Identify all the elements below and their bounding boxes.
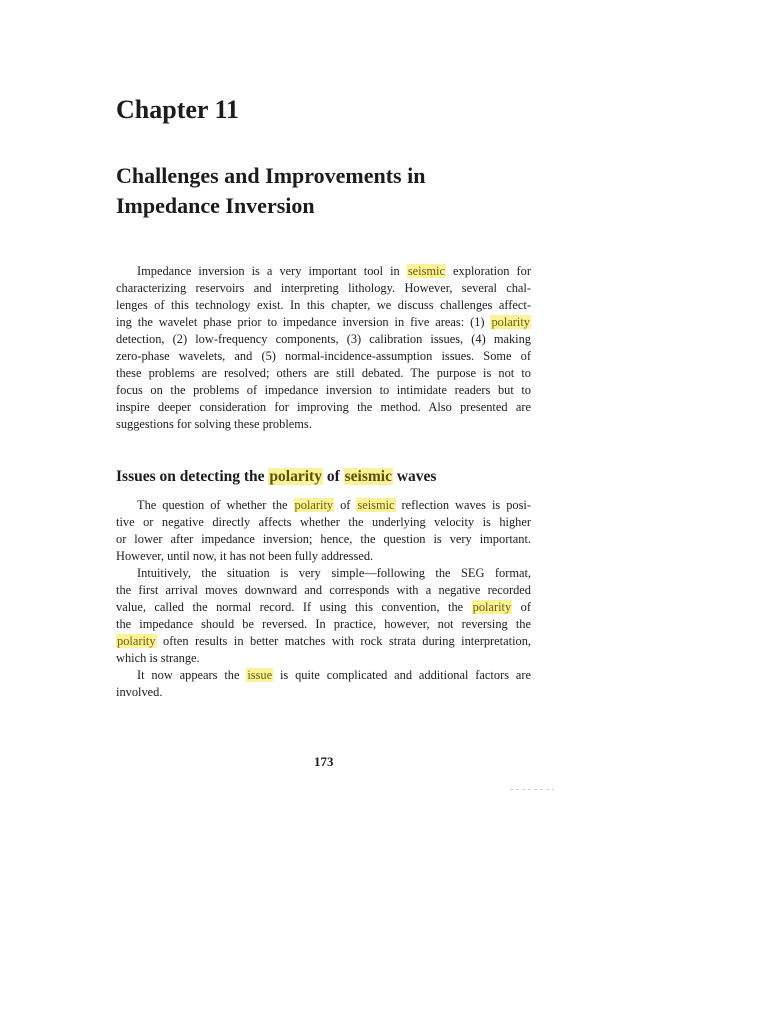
highlighted-word: polarity: [269, 468, 322, 485]
highlighted-word: polarity: [491, 315, 530, 329]
para1-line-4: However, until now, it has not been fully addressed.: [116, 549, 374, 563]
para1-line-2: tive or negative directly affects whether the underlying velocity is higher: [116, 515, 531, 529]
para3-line-1: It now appears the issue is quite complicated and additional factors are: [137, 668, 531, 682]
chapter-label: Chapter 11: [116, 95, 240, 124]
intro-line-8: focus on the problems of impedance inversion to intimidate readers but to: [116, 383, 531, 397]
chapter-title: [116, 161, 536, 221]
para2-line-4: the impedance should be reversed. In practice, however, not reversing the: [116, 617, 531, 631]
page-number: 173: [314, 754, 334, 769]
highlighted-word: seismic: [357, 498, 395, 512]
intro-line-10: suggestions for solving these problems.: [116, 417, 312, 431]
para2-line-2: the first arrival moves downward and corresponds with a negative recorded: [116, 583, 531, 597]
chapter-title-line-1: Challenges and Improvements in: [116, 163, 426, 188]
para2-line-5: polarity often results in better matches with rock strata during interpretation,: [117, 634, 531, 648]
para2-line-3: value, called the normal record. If using this convention, the polarity of: [116, 600, 531, 614]
intro-line-4: ing the wavelet phase prior to impedance inversion in five areas: (1) polarity: [116, 315, 530, 329]
para1-line-3: or lower after impedance inversion; hence, the question is very important.: [116, 532, 531, 546]
intro-line-7: these problems are resolved; others are still debated. The purpose is not to: [116, 366, 531, 380]
intro-line-2: characterizing reservoirs and interpreting lithology. However, several chal-: [116, 281, 531, 295]
section-heading: Issues on detecting the polarity of seismic waves: [116, 468, 437, 485]
intro-line-6: zero-phase wavelets, and (5) normal-incidence-assumption issues. Some of: [116, 349, 531, 363]
highlighted-word: polarity: [294, 498, 334, 512]
para2-line-1: Intuitively, the situation is very simple—following the SEG format,: [137, 566, 531, 580]
highlighted-word: issue: [247, 668, 273, 682]
para1-line-1: The question of whether the polarity of seismic reflection waves is posi-: [137, 498, 531, 512]
intro-line-5: detection, (2) low-frequency components, (3) calibration issues, (4) making: [116, 332, 531, 346]
chapter-title-line-2: Impedance Inversion: [116, 193, 315, 218]
intro-line-3: lenges of this technology exist. In this chapter, we discuss challenges affect-: [116, 298, 531, 312]
intro-line-1: Impedance inversion is a very important tool in seismic exploration for: [137, 264, 531, 278]
intro-line-9: inspire deeper consideration for improving the method. Also presented are: [116, 400, 531, 414]
highlighted-word: seismic: [344, 468, 392, 485]
para2-line-6: which is strange.: [116, 651, 200, 665]
para3-line-2: involved.: [116, 685, 163, 699]
highlighted-word: seismic: [407, 264, 445, 278]
highlighted-word: polarity: [472, 600, 512, 614]
highlighted-word: polarity: [117, 634, 156, 648]
scan-artifact: [510, 789, 554, 790]
